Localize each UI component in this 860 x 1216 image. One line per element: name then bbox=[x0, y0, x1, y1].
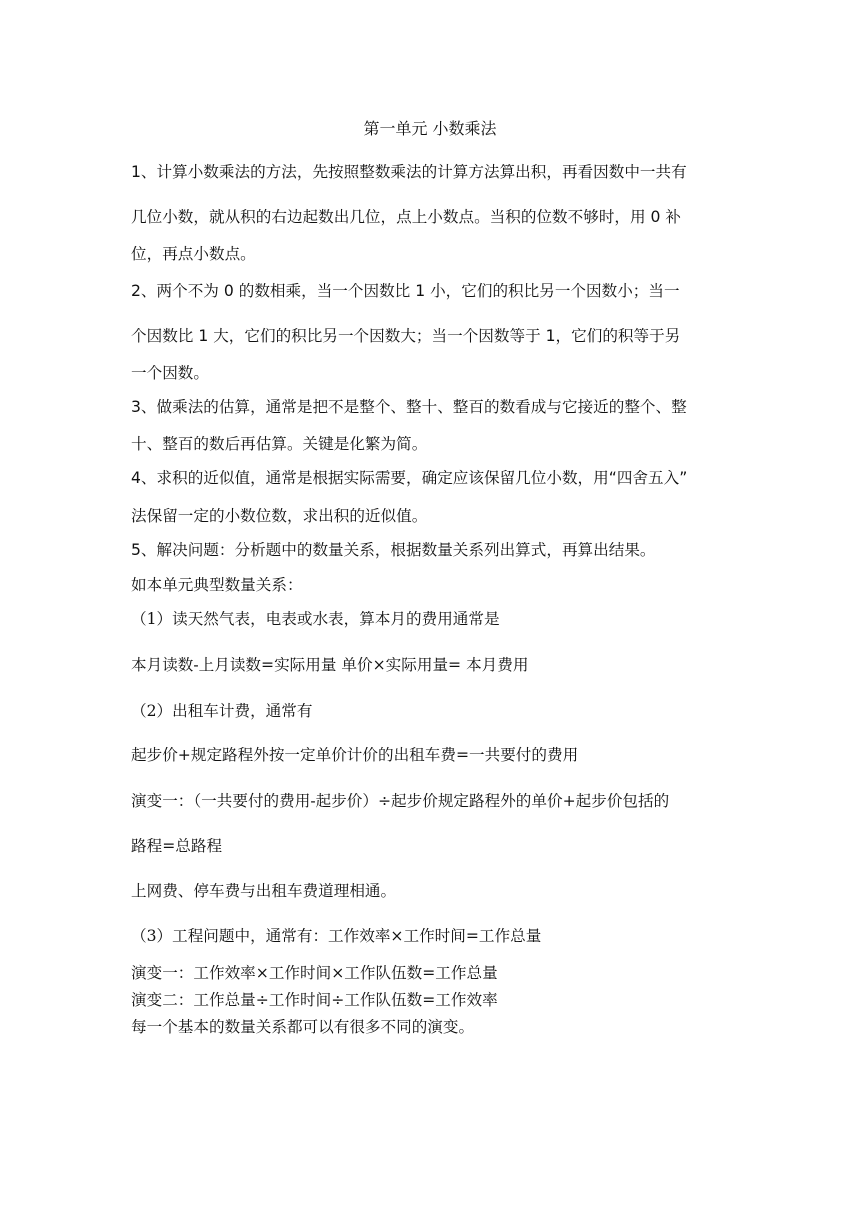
paragraph-line: 每一个基本的数量关系都可以有很多不同的演变。 bbox=[131, 1018, 475, 1036]
paragraph-line: 几位小数，就从积的右边起数出几位，点上小数点。当积的位数不够时，用 0 补 bbox=[131, 208, 682, 226]
paragraph-line: 路程=总路程 bbox=[131, 837, 223, 855]
paragraph-line: 起步价+规定路程外按一定单价计价的出租车费=一共要付的费用 bbox=[131, 746, 579, 764]
paragraph-line: 2、两个不为 0 的数相乘，当一个因数比 1 小，它们的积比另一个因数小；当一 bbox=[131, 282, 680, 300]
paragraph-line: 个因数比 1 大，它们的积比另一个因数大；当一个因数等于 1，它们的积等于另 bbox=[131, 327, 681, 345]
page-title: 第一单元 小数乘法 bbox=[363, 119, 497, 138]
paragraph-line: 5、解决问题：分析题中的数量关系，根据数量关系列出算式，再算出结果。 bbox=[131, 541, 656, 559]
paragraph-line: （3）工程问题中，通常有：工作效率×工作时间=工作总量 bbox=[131, 927, 542, 945]
paragraph-line: 3、做乘法的估算，通常是把不是整个、整十、整百的数看成与它接近的整个、整 bbox=[131, 398, 687, 416]
paragraph-line: 4、求积的近似值，通常是根据实际需要，确定应该保留几位小数，用“四舍五入” bbox=[131, 469, 688, 487]
paragraph-line: （1）读天然气表，电表或水表，算本月的费用通常是 bbox=[131, 610, 500, 628]
paragraph-line: 上网费、停车费与出租车费道理相通。 bbox=[131, 882, 397, 900]
paragraph-line: 十、整百的数后再估算。关键是化繁为简。 bbox=[131, 435, 428, 453]
paragraph-line: 演变一：（一共要付的费用-起步价）÷起步价规定路程外的单价+起步价包括的 bbox=[131, 792, 670, 810]
paragraph-line: 法保留一定的小数位数，求出积的近似值。 bbox=[131, 507, 428, 525]
paragraph-line: 本月读数-上月读数=实际用量 单价×实际用量= 本月费用 bbox=[131, 656, 529, 674]
paragraph-line: 如本单元典型数量关系： bbox=[131, 576, 303, 594]
paragraph-line: （2）出租车计费，通常有 bbox=[131, 702, 313, 720]
paragraph-line: 一个因数。 bbox=[131, 364, 209, 382]
paragraph-line: 演变二：工作总量÷工作时间÷工作队伍数=工作效率 bbox=[131, 991, 498, 1009]
paragraph-line: 位，再点小数点。 bbox=[131, 245, 256, 263]
paragraph-line: 1、计算小数乘法的方法，先按照整数乘法的计算方法算出积，再看因数中一共有 bbox=[131, 163, 687, 181]
paragraph-line: 演变一：工作效率×工作时间×工作队伍数=工作总量 bbox=[131, 964, 498, 982]
